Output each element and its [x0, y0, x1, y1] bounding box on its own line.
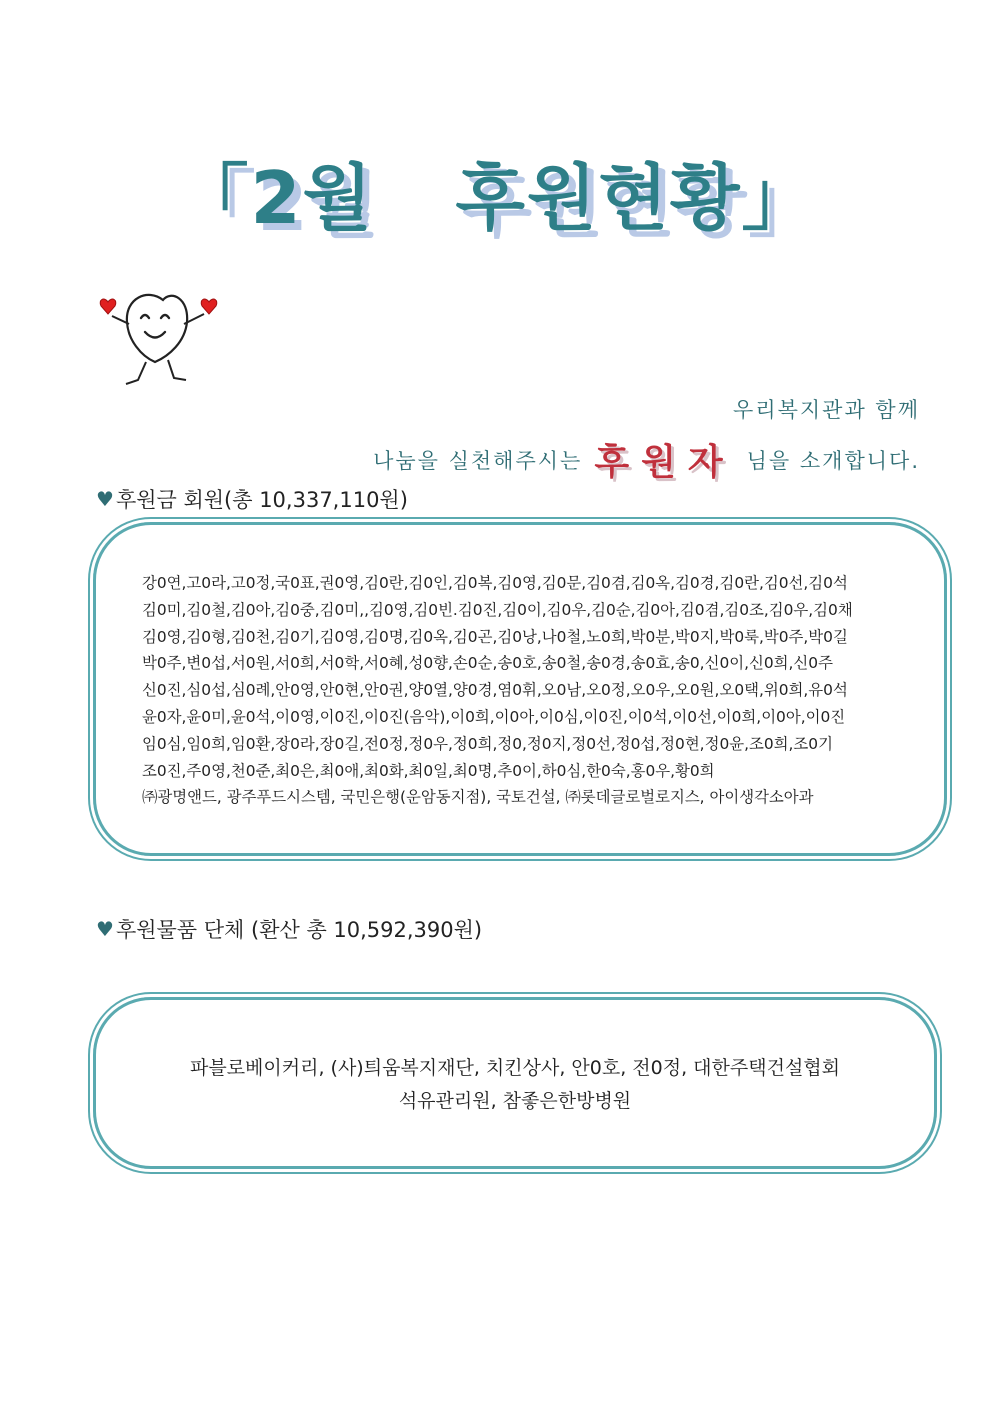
- heart-icon: ♥: [96, 487, 114, 511]
- page-title: [0, 140, 992, 244]
- intro-line-2-after: 님을 소개합니다.: [746, 448, 920, 473]
- intro-line-2: [373, 434, 920, 485]
- donation-members-list: [142, 570, 922, 811]
- title-month: 「2월: [176, 156, 375, 240]
- heart-icon: ♥: [96, 917, 114, 941]
- list-item: 파블로베이커리, (사)틔움복지재단, 치킨상사, 안0호, 전0정, 대한주택건설협회: [189, 1057, 841, 1079]
- donor-highlight: 후원자: [594, 442, 735, 483]
- title-main: 후원현황」: [455, 156, 816, 240]
- goods-donors-box: [93, 997, 937, 1169]
- donation-section-heading: [96, 484, 408, 514]
- intro-line-1: 우리복지관과 함께: [733, 398, 920, 422]
- list-item: 신0진,심0섭,심0례,안0영,안0현,안0권,양0열,양0경,염0휘,오0남,오0정,오0우,오0원,오0택,위0희,유0석: [142, 681, 848, 700]
- list-item: 박0주,변0섭,서0원,서0희,서0학,서0혜,성0향,손0순,송0호,송0철,송0경,송0효,송0,신0이,신0희,신0주: [142, 654, 833, 673]
- donation-heading-text: 후원금 회원(총 10,337,110원): [115, 488, 408, 512]
- goods-heading-text: 후원물품 단체 (환산 총 10,592,390원): [115, 918, 483, 942]
- list-item: 석유관리원, 참좋은한방병원: [398, 1090, 632, 1112]
- list-item: 임0심,임0희,임0환,장0라,장0길,전0정,정0우,정0희,정0,정0지,정0선,정0섭,정0현,정0윤,조0희,조0기: [142, 734, 833, 753]
- list-item: 윤0자,윤0미,윤0석,이0영,이0진,이0진(음악),이0희,이0아,이0심,이0진,이0석,이0선,이0희,이0아,이0진: [142, 707, 846, 726]
- list-item: 김0미,김0철,김0아,김0중,김0미,,김0영,김0빈.김0진,김0이,김0우,김0순,김0아,김0겸,김0조,김0우,김0채: [142, 600, 853, 619]
- donation-members-box: [93, 522, 947, 856]
- smiling-heart-mascot-icon: [98, 288, 228, 392]
- list-item: ㈜광명앤드, 광주푸드시스템, 국민은행(운암동지점), 국토건설, ㈜롯데글로벌로지스, 아이생각소아과: [142, 788, 814, 807]
- intro-line-2-before: 나눔을 실천해주시는: [373, 448, 583, 473]
- list-item: 강0연,고0라,고0정,국0표,권0영,김0란,김0인,김0복,김0영,김0문,김0겸,김0옥,김0경,김0란,김0선,김0석: [142, 574, 848, 592]
- list-item: 김0영,김0형,김0천,김0기,김0영,김0명,김0옥,김0곤,김0낭,나0철,노0희,박0분,박0지,박0룩,박0주,박0길: [142, 627, 848, 646]
- goods-section-heading: [96, 914, 482, 944]
- list-item: 조0진,주0영,천0준,최0은,최0애,최0화,최0일,최0명,추0이,하0심,한0숙,홍0우,황0희: [142, 761, 715, 780]
- goods-donors-list: [96, 1052, 934, 1118]
